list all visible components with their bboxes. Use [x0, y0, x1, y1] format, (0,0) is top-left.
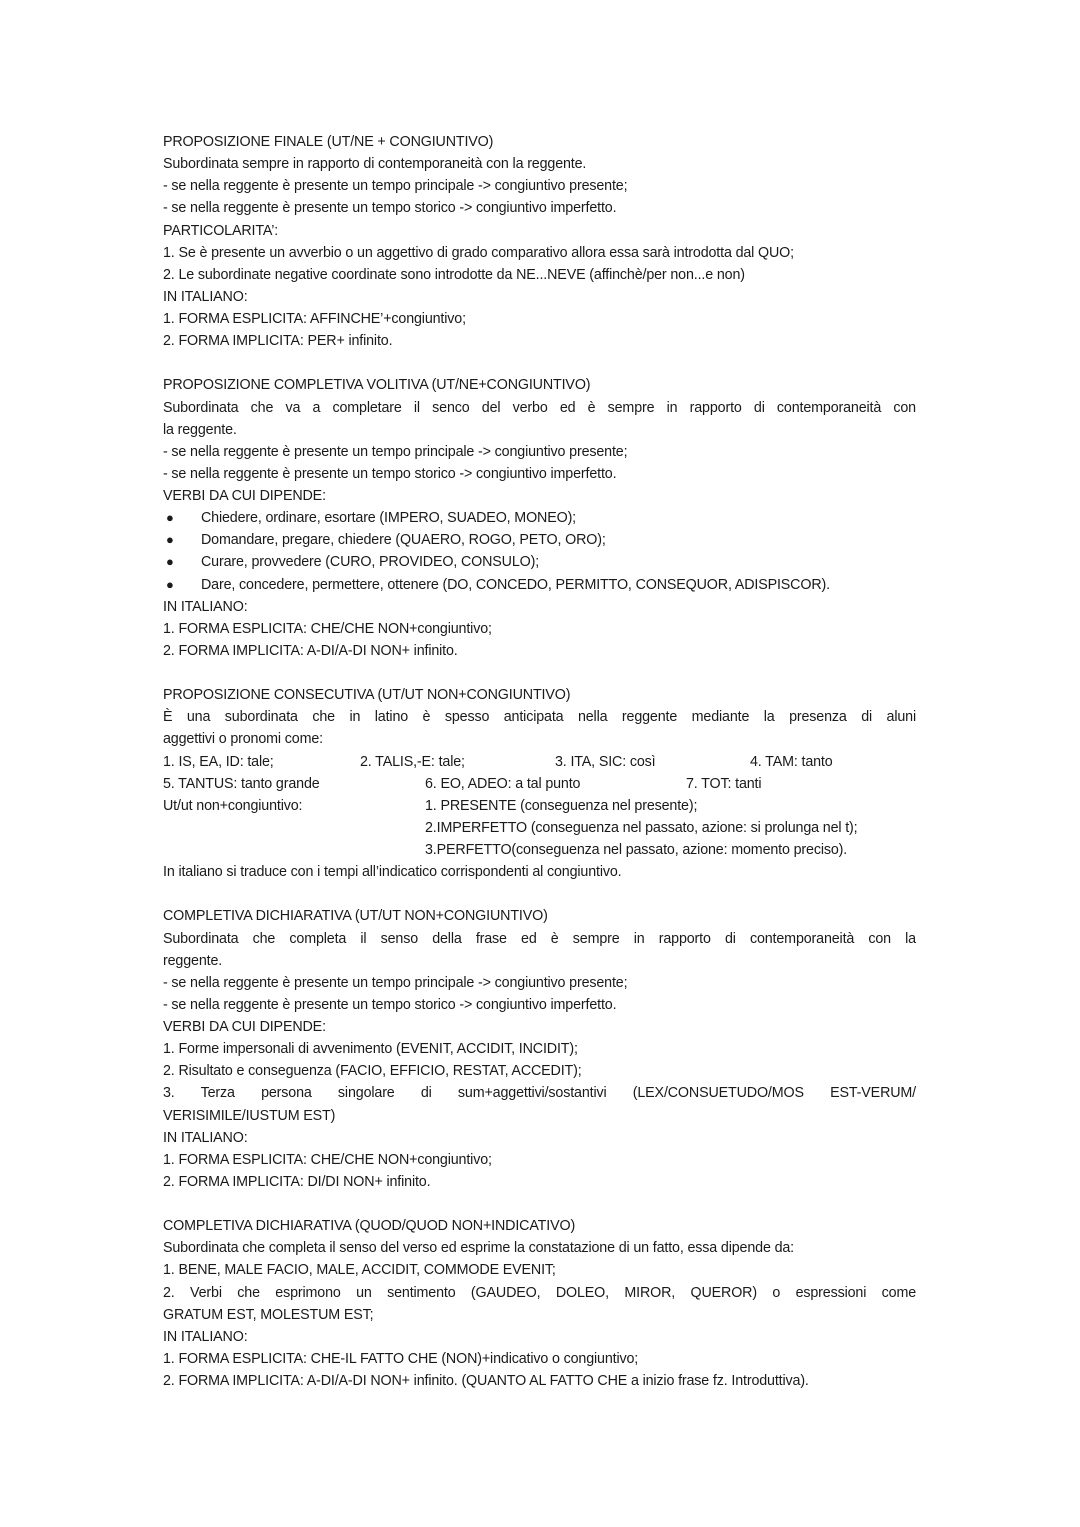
- text-line: 2. Risultato e conseguenza (FACIO, EFFICIO, RESTAT, ACCEDIT);: [163, 1063, 582, 1080]
- bullet-text: Chiedere, ordinare, esortare (IMPERO, SUADEO, MONEO);: [201, 510, 577, 527]
- text-line: 1. FORMA ESPLICITA: CHE/CHE NON+congiuntivo;: [163, 620, 492, 637]
- text-line: 1. FORMA ESPLICITA: CHE/CHE NON+congiuntivo;: [163, 1151, 492, 1168]
- text-line: - se nella reggente è presente un tempo principale -> congiuntivo presente;: [163, 443, 628, 460]
- section-title: PROPOSIZIONE CONSECUTIVA (UT/UT NON+CONGIUNTIVO): [163, 687, 571, 704]
- text-line: aggettivi o pronomi come:: [163, 731, 323, 748]
- text-line: 2. FORMA IMPLICITA: A-DI/A-DI NON+ infinito.: [163, 642, 458, 659]
- column-cell: 5. TANTUS: tanto grande: [163, 775, 320, 792]
- text-line: VERBI DA CUI DIPENDE:: [163, 488, 326, 504]
- bullet-icon: ●: [166, 576, 174, 592]
- column-cell: 2. TALIS,-E: tale;: [360, 753, 465, 770]
- text-line: IN ITALIANO:: [163, 598, 248, 615]
- section: [163, 905, 916, 1193]
- text-line: IN ITALIANO:: [163, 1129, 248, 1146]
- text-line: 1. BENE, MALE FACIO, MALE, ACCIDIT, COMMODE EVENIT;: [163, 1262, 556, 1279]
- blank-line: [163, 883, 916, 905]
- text-line: - se nella reggente è presente un tempo principale -> congiuntivo presente;: [163, 974, 628, 991]
- text-line: VERISIMILE/IUSTUM EST): [163, 1107, 336, 1124]
- section-title: PROPOSIZIONE COMPLETIVA VOLITIVA (UT/NE+CONGIUNTIVO): [163, 377, 591, 394]
- document-page: [163, 131, 916, 1392]
- text-line: - se nella reggente è presente un tempo storico -> congiuntivo imperfetto.: [163, 200, 617, 217]
- indented-line: [163, 817, 916, 839]
- text-line: 1. Forme impersonali di avvenimento (EVENIT, ACCIDIT, INCIDIT);: [163, 1041, 578, 1058]
- indented-line: [163, 839, 916, 861]
- indented-text: 3.PERFETTO(conseguenza nel passato, azione: momento preciso).: [425, 842, 848, 858]
- blank-line: [163, 352, 916, 374]
- text-line: - se nella reggente è presente un tempo storico -> congiuntivo imperfetto.: [163, 996, 617, 1013]
- text-line: 1. FORMA ESPLICITA: CHE-IL FATTO CHE (NON)+indicativo o congiuntivo;: [163, 1350, 639, 1367]
- column-cell: 4. TAM: tanto: [750, 753, 833, 770]
- section: [163, 684, 916, 883]
- text-line: VERBI DA CUI DIPENDE:: [163, 1019, 326, 1035]
- bullet-text: Curare, provvedere (CURO, PROVIDEO, CONSULO);: [201, 554, 540, 571]
- bullet-text: Domandare, pregare, chiedere (QUAERO, ROGO, PETO, ORO);: [201, 532, 606, 549]
- column-row: [163, 773, 916, 795]
- blank-line: [163, 662, 916, 684]
- text-line: la reggente.: [163, 421, 237, 438]
- text-line: PARTICOLARITA’:: [163, 222, 279, 239]
- text-line: Subordinata che completa il senso della frase ed è sempre in rapporto di contemporaneità con la: [163, 930, 916, 947]
- bullet-item: [163, 551, 916, 573]
- column-cell: 7. TOT: tanti: [686, 775, 762, 792]
- text-line: In italiano si traduce con i tempi all’indicatico corrispondenti al congiuntivo.: [163, 864, 622, 881]
- bullet-item: [163, 529, 916, 551]
- bullet-icon: ●: [166, 510, 174, 526]
- bullet-text: Dare, concedere, permettere, ottenere (DO, CONCEDO, PERMITTO, CONSEQUOR, ADISPISCOR).: [201, 576, 830, 593]
- text-line: 2. FORMA IMPLICITA: A-DI/A-DI NON+ infinito. (QUANTO AL FATTO CHE a inizio frase fz. Introduttiva).: [163, 1373, 809, 1389]
- column-cell: 6. EO, ADEO: a tal punto: [425, 775, 581, 792]
- column-cell: 1. IS, EA, ID: tale;: [163, 753, 274, 770]
- text-line: È una subordinata che in latino è spesso anticipata nella reggente mediante la presenza di aluni: [163, 709, 916, 726]
- bullet-item: [163, 574, 916, 596]
- text-line: - se nella reggente è presente un tempo storico -> congiuntivo imperfetto.: [163, 465, 617, 482]
- text-line: - se nella reggente è presente un tempo principale -> congiuntivo presente;: [163, 178, 628, 195]
- section: [163, 1215, 916, 1392]
- text-line: 2. FORMA IMPLICITA: PER+ infinito.: [163, 333, 393, 350]
- text-line: IN ITALIANO:: [163, 288, 248, 305]
- text-line: IN ITALIANO:: [163, 1328, 248, 1345]
- section: [163, 374, 916, 662]
- indented-text: 2.IMPERFETTO (conseguenza nel passato, azione: si prolunga nel t);: [425, 819, 858, 836]
- bullet-item: [163, 507, 916, 529]
- column-cell: 3. ITA, SIC: così: [555, 753, 656, 770]
- text-line: 1. FORMA ESPLICITA: AFFINCHE’+congiuntivo;: [163, 311, 466, 327]
- text-line: 2. Verbi che esprimono un sentimento (GAUDEO, DOLEO, MIROR, QUEROR) o espressioni come: [163, 1284, 916, 1301]
- column-cell: Ut/ut non+congiuntivo:: [163, 797, 303, 814]
- text-line: 1. Se è presente un avverbio o un aggettivo di grado comparativo allora essa sarà introdotta dal QUO;: [163, 244, 794, 261]
- blank-line: [163, 1193, 916, 1215]
- text-line: Subordinata che va a completare il senco del verbo ed è sempre in rapporto di contemporaneità con: [163, 399, 916, 416]
- column-row: [163, 795, 916, 817]
- bullet-icon: ●: [166, 532, 174, 548]
- section-title: COMPLETIVA DICHIARATIVA (QUOD/QUOD NON+INDICATIVO): [163, 1218, 576, 1235]
- bullet-icon: ●: [166, 554, 174, 570]
- column-cell: 1. PRESENTE (conseguenza nel presente);: [425, 797, 698, 814]
- section-title: PROPOSIZIONE FINALE (UT/NE + CONGIUNTIVO): [163, 134, 494, 150]
- column-row: [163, 751, 916, 773]
- text-line: 2. FORMA IMPLICITA: DI/DI NON+ infinito.: [163, 1173, 431, 1190]
- text-line: 3. Terza persona singolare di sum+aggettivi/sostantivi (LEX/CONSUETUDO/MOS EST-VERUM/: [163, 1085, 916, 1102]
- section: [163, 131, 916, 352]
- text-line: 2. Le subordinate negative coordinate sono introdotte da NE...NEVE (affinchè/per non...e non): [163, 266, 745, 283]
- text-line: GRATUM EST, MOLESTUM EST;: [163, 1306, 374, 1323]
- text-line: Subordinata che completa il senso del verso ed esprime la constatazione di un fatto, essa dipende da:: [163, 1240, 794, 1257]
- text-line: Subordinata sempre in rapporto di contemporaneità con la reggente.: [163, 156, 587, 173]
- section-title: COMPLETIVA DICHIARATIVA (UT/UT NON+CONGIUNTIVO): [163, 908, 548, 925]
- text-line: reggente.: [163, 952, 223, 969]
